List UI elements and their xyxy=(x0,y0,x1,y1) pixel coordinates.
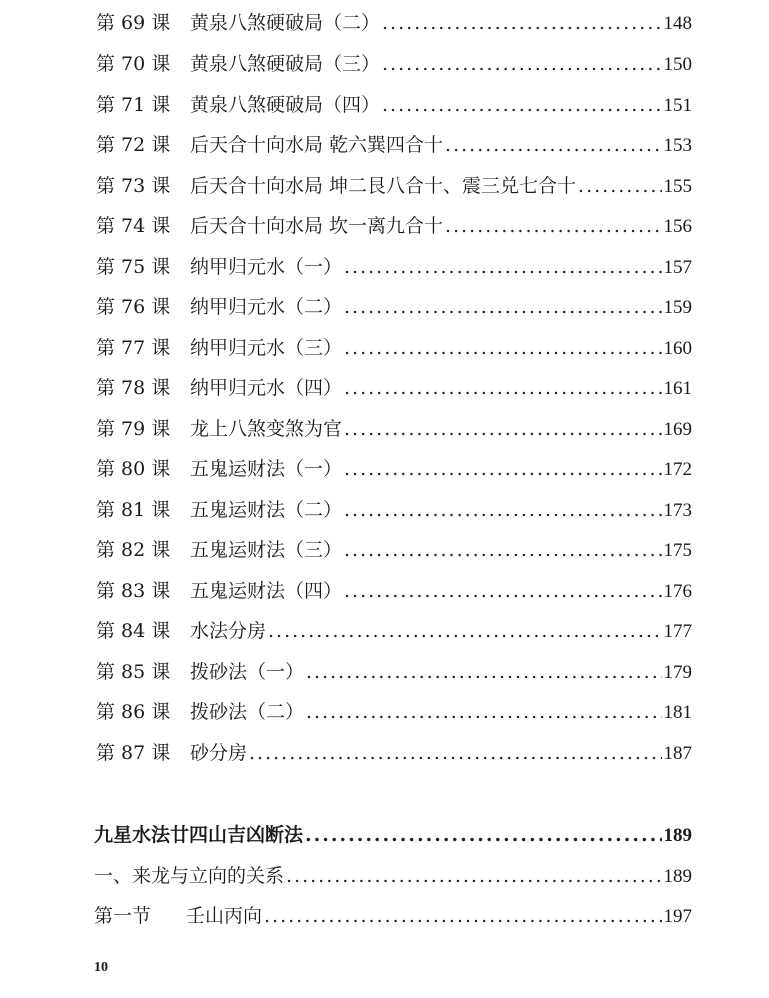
lesson-number: 第 72 课 xyxy=(96,134,171,156)
lesson-title: 后天合十向水局 乾六巽四合十 xyxy=(190,134,444,156)
toc-entry-79 xyxy=(96,416,692,442)
subsection-heading xyxy=(94,863,692,889)
dot-leader xyxy=(344,294,661,320)
toc-entry-77 xyxy=(96,335,692,361)
dot-leader xyxy=(344,254,661,280)
lesson-number: 第 82 课 xyxy=(96,539,171,561)
dot-leader xyxy=(382,92,661,118)
toc-entry-76 xyxy=(96,294,692,320)
dot-leader xyxy=(344,416,661,442)
dot-leader xyxy=(306,659,661,685)
page-number: 173 xyxy=(663,500,692,521)
lesson-title: 五鬼运财法（二） xyxy=(190,499,343,521)
dot-leader xyxy=(344,456,661,482)
toc-entry-86 xyxy=(96,699,692,725)
lesson-number: 第 83 课 xyxy=(96,580,171,602)
dot-leader xyxy=(578,173,661,199)
lesson-number: 第 69 课 xyxy=(96,12,171,34)
page-number: 175 xyxy=(663,540,692,561)
page-number: 172 xyxy=(663,459,692,480)
lesson-title: 黄泉八煞硬破局（三） xyxy=(190,53,381,75)
lesson-title: 黄泉八煞硬破局（四） xyxy=(190,94,381,116)
toc-entry-70 xyxy=(96,51,692,77)
toc-entry-83 xyxy=(96,578,692,604)
dot-leader xyxy=(305,822,661,848)
page-number: 156 xyxy=(663,216,692,237)
lesson-title: 拨砂法（二） xyxy=(190,701,305,723)
page-number: 157 xyxy=(663,257,692,278)
toc-entry-section-1 xyxy=(94,903,692,929)
lesson-title: 砂分房 xyxy=(190,742,248,764)
page-number: 148 xyxy=(663,13,692,34)
page-number: 181 xyxy=(663,702,692,723)
toc-entry-78 xyxy=(96,375,692,401)
page-number: 153 xyxy=(663,135,692,156)
dot-leader xyxy=(344,497,661,523)
lesson-number: 第 75 课 xyxy=(96,256,171,278)
page-number: 197 xyxy=(663,906,692,927)
page-number: 179 xyxy=(663,662,692,683)
lesson-number: 第 77 课 xyxy=(96,337,171,359)
section-title: 九星水法廿四山吉凶断法 xyxy=(94,824,304,846)
lesson-number: 第 74 课 xyxy=(96,215,171,237)
page-number: 155 xyxy=(663,176,692,197)
page-number: 151 xyxy=(663,95,692,116)
lesson-title: 黄泉八煞硬破局（二） xyxy=(190,12,381,34)
toc-entry-71 xyxy=(96,92,692,118)
lesson-number: 第 70 课 xyxy=(96,53,171,75)
subsection-title: 一、来龙与立向的关系 xyxy=(94,865,285,887)
lesson-title: 五鬼运财法（一） xyxy=(190,458,343,480)
dot-leader xyxy=(382,10,661,36)
toc-entry-81 xyxy=(96,497,692,523)
page-number: 177 xyxy=(663,621,692,642)
toc-entry-75 xyxy=(96,254,692,280)
lesson-number: 第 86 课 xyxy=(96,701,171,723)
lesson-title: 纳甲归元水（四） xyxy=(190,377,343,399)
lesson-title: 纳甲归元水（一） xyxy=(190,256,343,278)
page-number: 187 xyxy=(663,743,692,764)
lesson-title: 五鬼运财法（四） xyxy=(190,580,343,602)
lesson-number: 第 87 课 xyxy=(96,742,171,764)
lesson-number: 第 80 课 xyxy=(96,458,171,480)
dot-leader xyxy=(344,335,661,361)
page-number: 159 xyxy=(663,297,692,318)
dot-leader xyxy=(382,51,661,77)
lesson-title: 龙上八煞变煞为官 xyxy=(190,418,343,440)
lesson-number: 第 78 课 xyxy=(96,377,171,399)
toc-entry-73 xyxy=(96,173,692,199)
lesson-number: 第 84 课 xyxy=(96,620,171,642)
toc-entry-82 xyxy=(96,537,692,563)
page-number: 169 xyxy=(663,419,692,440)
lesson-title: 水法分房 xyxy=(190,620,267,642)
toc-entry-80 xyxy=(96,456,692,482)
lesson-title: 后天合十向水局 坎一离九合十 xyxy=(190,215,444,237)
lesson-number: 第 81 课 xyxy=(96,499,171,521)
page-number: 161 xyxy=(663,378,692,399)
folio-page-number: 10 xyxy=(94,960,108,975)
page-number: 176 xyxy=(663,581,692,602)
page-number: 189 xyxy=(663,866,692,887)
toc-entry-69 xyxy=(96,10,692,36)
lesson-title: 五鬼运财法（三） xyxy=(190,539,343,561)
section-number: 第一节 xyxy=(94,905,152,927)
lesson-number: 第 79 课 xyxy=(96,418,171,440)
dot-leader xyxy=(344,537,661,563)
dot-leader xyxy=(445,213,661,239)
dot-leader xyxy=(344,375,661,401)
toc-entry-85 xyxy=(96,659,692,685)
dot-leader xyxy=(344,578,661,604)
section-heading xyxy=(94,822,692,848)
dot-leader xyxy=(264,903,661,929)
section-item-title: 壬山丙向 xyxy=(186,905,263,927)
lesson-title: 拨砂法（一） xyxy=(190,661,305,683)
page-number: 150 xyxy=(663,54,692,75)
dot-leader xyxy=(268,618,661,644)
toc-entry-72 xyxy=(96,132,692,158)
dot-leader xyxy=(445,132,661,158)
lesson-title: 后天合十向水局 坤二艮八合十、震三兑七合十 xyxy=(190,175,577,197)
lesson-number: 第 73 课 xyxy=(96,175,171,197)
lesson-title: 纳甲归元水（三） xyxy=(190,337,343,359)
toc-entry-84 xyxy=(96,618,692,644)
lesson-number: 第 71 课 xyxy=(96,94,171,116)
toc-entry-74 xyxy=(96,213,692,239)
toc-entry-87 xyxy=(96,740,692,766)
dot-leader xyxy=(286,863,661,889)
lesson-number: 第 76 课 xyxy=(96,296,171,318)
lesson-title: 纳甲归元水（二） xyxy=(190,296,343,318)
page-number: 189 xyxy=(663,825,692,846)
dot-leader xyxy=(249,740,661,766)
dot-leader xyxy=(306,699,661,725)
lesson-number: 第 85 课 xyxy=(96,661,171,683)
page-number: 160 xyxy=(663,338,692,359)
